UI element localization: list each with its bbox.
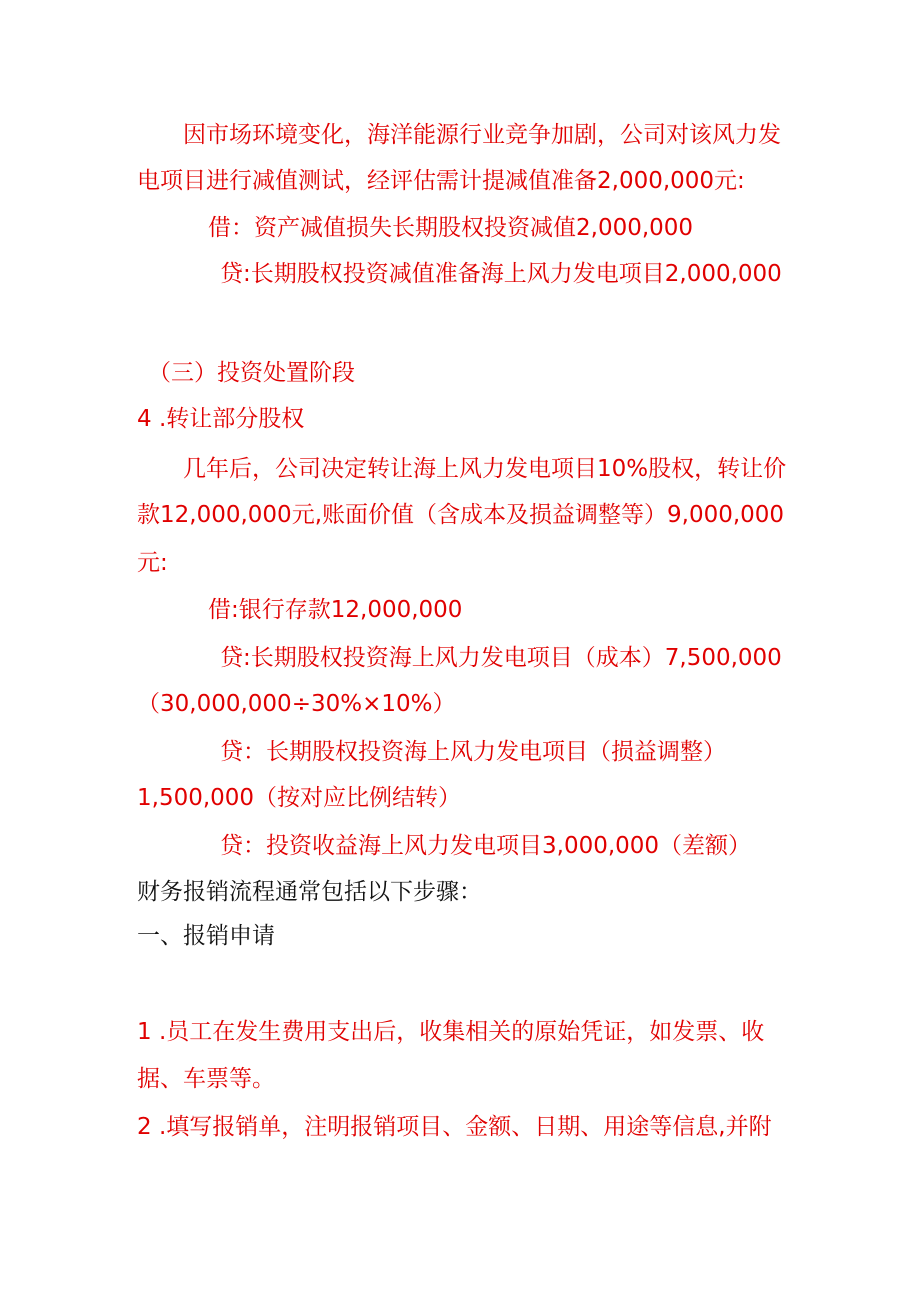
impairment-credit-entry: 贷:长期股权投资减值准备海上风力发电项目2,000,000 (220, 261, 782, 287)
impairment-intro-line1: 因市场环境变化，海洋能源行业竞争加剧，公司对该风力发 (183, 122, 781, 148)
reimbursement-section-title: 一、报销申请 (137, 923, 275, 949)
reimbursement-step1-line2: 据、车票等。 (137, 1066, 275, 1092)
disposal-subheading: 4 .转让部分股权 (137, 406, 305, 432)
disposal-intro-line1: 几年后，公司决定转让海上风力发电项目10%股权，转让价 (183, 456, 787, 482)
disposal-debit-entry: 借:银行存款12,000,000 (208, 597, 463, 623)
disposal-credit-cost-line1: 贷:长期股权投资海上风力发电项目（成本）7,500,000 (220, 645, 782, 671)
impairment-debit-entry: 借：资产减值损失长期股权投资减值2,000,000 (208, 215, 694, 241)
reimbursement-step1-line1: 1 .员工在发生费用支出后，收集相关的原始凭证，如发票、收 (137, 1019, 765, 1045)
disposal-credit-adjustment-line2: 1,500,000（按对应比例结转） (137, 785, 462, 811)
reimbursement-intro: 财务报销流程通常包括以下步骤： (137, 879, 482, 905)
disposal-credit-adjustment-line1: 贷：长期股权投资海上风力发电项目（损益调整） (220, 739, 726, 765)
disposal-stage-heading: （三）投资处置阶段 (148, 360, 355, 386)
disposal-intro-line2: 款12,000,000元,账面价值（含成本及损益调整等）9,000,000 (137, 502, 785, 528)
disposal-credit-gain: 贷：投资收益海上风力发电项目3,000,000（差额） (220, 833, 752, 859)
disposal-intro-line3: 元: (137, 550, 168, 576)
impairment-intro-line2: 电项目进行减值测试，经评估需计提减值准备2,000,000元: (137, 168, 745, 194)
disposal-credit-cost-line2: （30,000,000÷30%×10%） (137, 691, 456, 717)
reimbursement-step2-line1: 2 .填写报销单，注明报销项目、金额、日期、用途等信息,并附 (137, 1114, 772, 1140)
